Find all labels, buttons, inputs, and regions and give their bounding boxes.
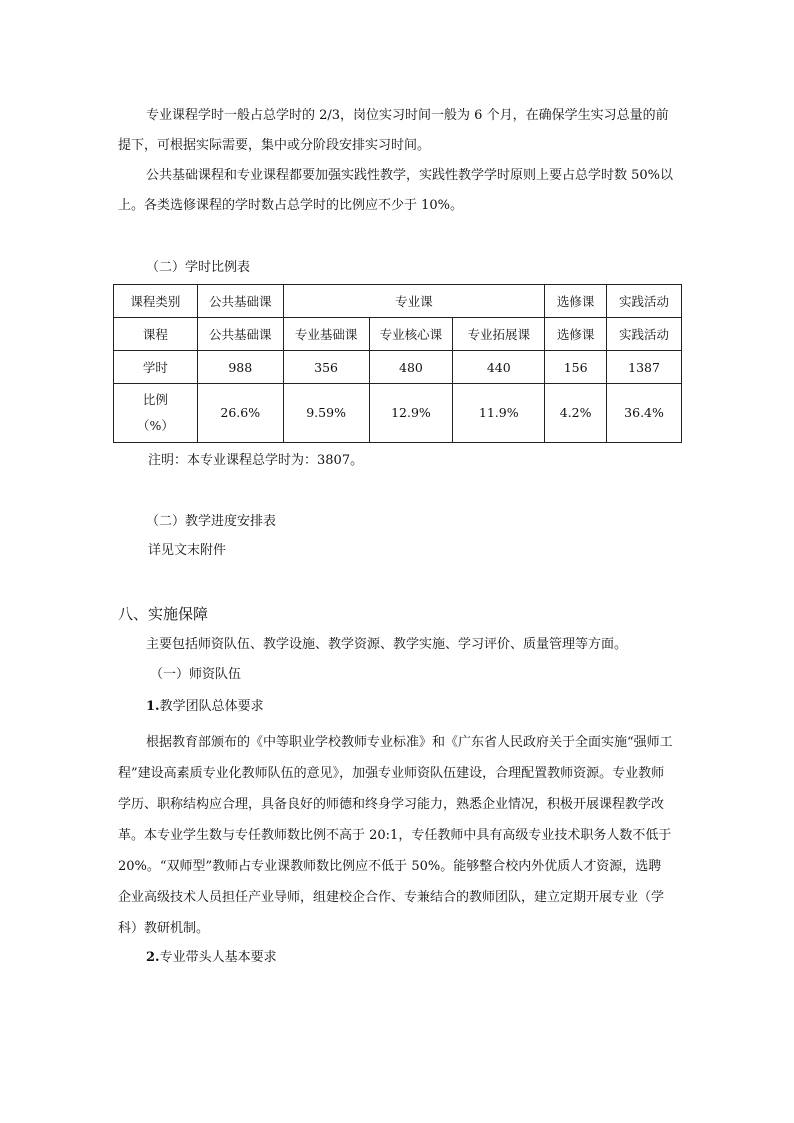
chapter-title-implementation: 八、实施保障 [118,605,209,623]
item-title-team [146,697,264,717]
table-cell: 专业基础课 [283,318,369,351]
row-label-ratio [114,384,198,443]
row-label-ratio-line2: （%） [136,418,174,433]
table-header-row [114,285,682,318]
table-row-course [114,318,682,351]
table-cell: 26.6% [197,384,283,443]
item-number-1: 1. [146,699,160,714]
table-cell: 专业拓展课 [453,318,545,351]
table-cell: 9.59% [283,384,369,443]
item-title-leader [146,948,277,968]
table-cell: 4.2% [545,384,607,443]
header-public-basic: 公共基础课 [197,285,283,318]
table-cell: 专业核心课 [369,318,453,351]
schedule-body: 详见文末附件 [148,543,227,558]
table-cell: 36.4% [607,384,682,443]
hours-ratio-table [113,284,682,443]
row-label-hours: 学时 [114,351,198,384]
table-row-hours [114,351,682,384]
header-professional: 专业课 [283,285,545,318]
table-cell: 440 [453,351,545,384]
chapter-intro: 主要包括师资队伍、教学设施、教学资源、教学实施、学习评价、质量管理等方面。 [146,637,628,652]
header-elective: 选修课 [545,285,607,318]
table-cell: 1387 [607,351,682,384]
item-number-2: 2. [146,950,160,965]
table-cell: 选修课 [545,318,607,351]
table-cell: 988 [197,351,283,384]
table-cell: 公共基础课 [197,318,283,351]
paragraph-team-requirements: 根据教育部颁布的《中等职业学校教师专业标准》和《广东省人民政府关于全面实施“强师工程”建设高素质专业化教师队伍的意见》，加强专业师资队伍建设，合理配置教师资源。专业教师学历、职称结构应合理，具备良好的师德和终身学习能力，熟悉企业情况，积极开展课程教学改革。本专业学生数与专任教师数比例不高于 20:1，专任教师中具有高级专业技术职务人数不低于 20%。“双师型”教师占专业课教师数比例应不低于 50%。能够整合校内外优质人才资源，选聘企业高级技术人员担任产业导师，组建校企合作、专兼结合的教师团队，建立定期开展专业（学科）教研机制。 [118,735,673,936]
table-cell: 12.9% [369,384,453,443]
header-category: 课程类别 [114,285,198,318]
table-cell: 480 [369,351,453,384]
header-practice: 实践活动 [607,285,682,318]
paragraph-practice-ratio: 公共基础课程和专业课程都要加强实践性教学，实践性教学学时原则上要占总学时数 50%以上。各类选修课程的学时数占总学时的比例应不少于 10%。 [118,168,674,213]
table-cell: 11.9% [453,384,545,443]
item-title-leader-text: 专业带头人基本要求 [159,950,277,965]
table-cell: 156 [545,351,607,384]
row-label-ratio-line1: 比例 [142,392,168,407]
row-label-course: 课程 [114,318,198,351]
subsection-title-faculty: （一）师资队伍 [150,667,242,682]
paragraph-course-hours: 专业课程学时一般占总学时的 2/3，岗位实习时间一般为 6 个月，在确保学生实习总量的前提下，可根据实际需要，集中或分阶段安排实习时间。 [118,108,669,153]
section-title-hours-ratio: （二）学时比例表 [146,260,251,275]
section-title-schedule: （二）教学进度安排表 [146,514,277,529]
table-cell: 356 [283,351,369,384]
item-title-team-text: 教学团队总体要求 [159,699,264,714]
table-cell: 实践活动 [607,318,682,351]
table-note: 注明：本专业课程总学时为：3807。 [148,453,364,468]
table-row-ratio [114,384,682,443]
